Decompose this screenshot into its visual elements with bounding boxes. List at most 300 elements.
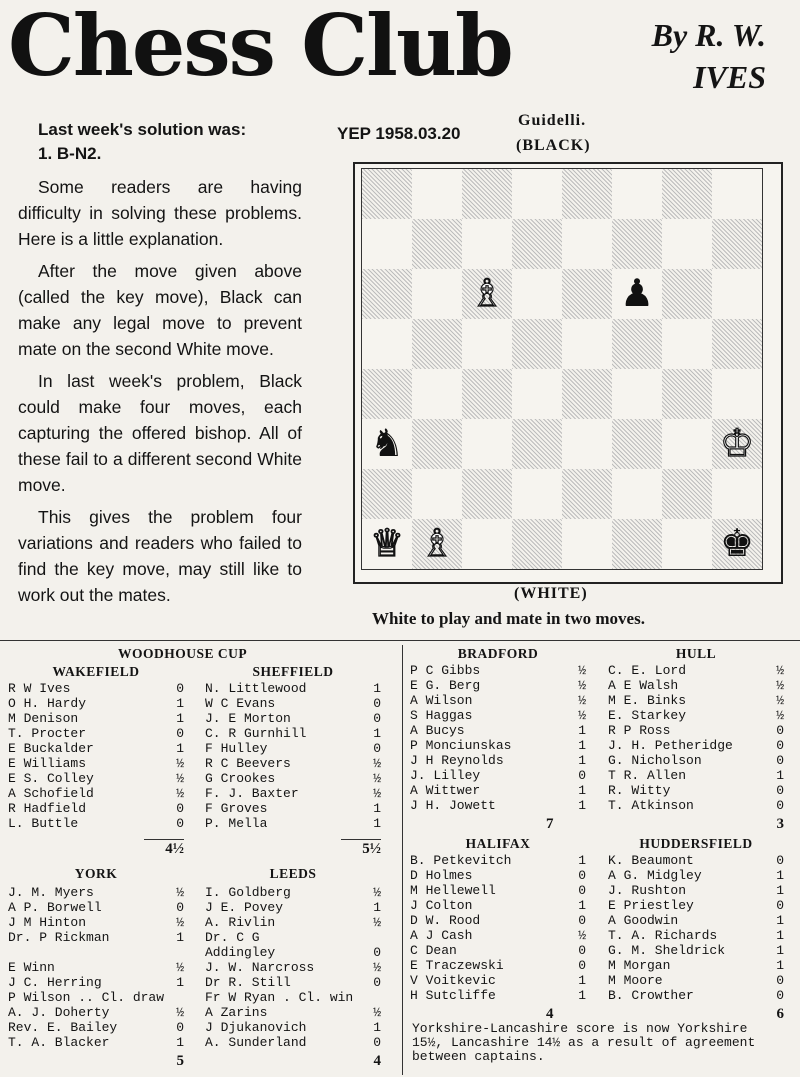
- player-name: T. Atkinson: [608, 798, 694, 813]
- player-score: ½: [176, 771, 184, 786]
- player-name: E Buckalder: [8, 741, 94, 756]
- white-bishop-icon: ♗: [419, 523, 455, 565]
- player-row: [205, 756, 381, 771]
- square-h4: [712, 369, 762, 419]
- team-name: HALIFAX: [465, 836, 531, 851]
- square-h1: [712, 519, 762, 569]
- solution-line-1: Last week's solution was:: [38, 120, 247, 139]
- player-name: E S. Colley: [8, 771, 94, 786]
- player-score: 0: [578, 768, 586, 783]
- team-total: 6: [776, 1006, 784, 1022]
- team-total: 4: [546, 1006, 554, 1022]
- player-name: M Hellewell: [410, 883, 496, 898]
- player-score: 1: [578, 753, 586, 768]
- square-c5: [462, 319, 512, 369]
- square-g7: [662, 219, 712, 269]
- team-halifax: [410, 836, 586, 1022]
- player-name: Dr. P Rickman: [8, 930, 110, 945]
- player-row: [410, 708, 586, 723]
- archive-stamp: YEP 1958.03.20: [337, 124, 461, 143]
- player-name: P Wilson .. Cl. draw: [8, 990, 165, 1005]
- player-name: F Hulley: [205, 741, 268, 756]
- square-b4: [412, 369, 462, 419]
- player-row: [608, 738, 784, 753]
- square-d7: [512, 219, 562, 269]
- prose-paragraph: After the move given above (called the key move), Black can make any legal move to prevent mate on the second White move.: [18, 261, 302, 359]
- square-e1: [562, 519, 612, 569]
- player-name: I. Goldberg: [205, 885, 291, 900]
- player-score: 0: [578, 868, 586, 883]
- composer-name: Guidelli.: [518, 112, 587, 129]
- player-row: [410, 898, 586, 913]
- team-total: 5: [176, 1053, 184, 1069]
- square-b2: [412, 469, 462, 519]
- player-score: 0: [373, 945, 381, 960]
- team-bradford: [410, 646, 586, 832]
- player-name: D W. Rood: [410, 913, 481, 928]
- player-name: P Monciunskas: [410, 738, 512, 753]
- square-d3: [512, 419, 562, 469]
- square-d4: [512, 369, 562, 419]
- player-score: 1: [776, 928, 784, 943]
- player-name: M Denison: [8, 711, 79, 726]
- player-score: 0: [373, 711, 381, 726]
- player-name: J. E Morton: [205, 711, 291, 726]
- player-score: 0: [776, 723, 784, 738]
- player-score: ½: [176, 1005, 184, 1020]
- player-score: ½: [373, 756, 381, 771]
- player-row: [608, 853, 784, 868]
- solution-line-2: 1. B-N2.: [38, 144, 102, 163]
- player-name: A. J. Doherty: [8, 1005, 110, 1020]
- black-king-icon: ♚: [719, 523, 755, 565]
- column-divider: [402, 645, 403, 1075]
- prose-paragraph: In last week's problem, Black could make four moves, each capturing the offered bishop. All of these fail to a different second White move.: [18, 371, 302, 495]
- square-b5: [412, 319, 462, 369]
- player-name: F. J. Baxter: [205, 786, 299, 801]
- square-e5: [562, 319, 612, 369]
- player-row: [608, 708, 784, 723]
- player-name: R W Ives: [8, 681, 71, 696]
- player-name: E Priestley: [608, 898, 694, 913]
- player-name: F Groves: [205, 801, 268, 816]
- player-row: [410, 883, 586, 898]
- player-name: D Holmes: [410, 868, 473, 883]
- black-pawn-icon: ♟: [619, 273, 655, 315]
- player-score: ½: [373, 786, 381, 801]
- player-row: [608, 868, 784, 883]
- player-score: 0: [176, 681, 184, 696]
- player-name: J Djukanovich: [205, 1020, 307, 1035]
- county-score-note: Yorkshire-Lancashire score is now Yorkshire 15½, Lancashire 14½ as a result of agreement between captains.: [412, 1021, 756, 1064]
- player-score: ½: [176, 915, 184, 930]
- square-a3: [362, 419, 412, 469]
- player-name: A. Sunderland: [205, 1035, 307, 1050]
- player-name: E Traczewski: [410, 958, 504, 973]
- player-row: [608, 693, 784, 708]
- player-row: [608, 663, 784, 678]
- player-name: J C. Herring: [8, 975, 102, 990]
- player-name: J. H. Petheridge: [608, 738, 733, 753]
- square-h5: [712, 319, 762, 369]
- player-score: 1: [776, 868, 784, 883]
- player-name: A. Rivlin: [205, 915, 276, 930]
- player-score: ½: [776, 663, 784, 678]
- player-score: 0: [776, 988, 784, 1003]
- player-score: ½: [373, 885, 381, 900]
- player-name: M Morgan: [608, 958, 671, 973]
- player-score: 0: [578, 913, 586, 928]
- player-score: 1: [176, 975, 184, 990]
- square-a5: [362, 319, 412, 369]
- byline: [652, 14, 766, 98]
- square-a2: [362, 469, 412, 519]
- team-leeds: [205, 866, 381, 1069]
- player-score: 0: [176, 816, 184, 831]
- player-row: [8, 786, 184, 801]
- player-row: [8, 885, 184, 900]
- player-row: [205, 771, 381, 786]
- player-row: [205, 1020, 381, 1035]
- player-score: 1: [776, 958, 784, 973]
- player-name: B. Petkevitch: [410, 853, 512, 868]
- square-a8: [362, 169, 412, 219]
- player-row: [410, 723, 586, 738]
- player-score: 0: [176, 801, 184, 816]
- square-f6: [612, 269, 662, 319]
- last-week-solution: [38, 118, 246, 166]
- masthead-title: Chess Club: [8, 0, 512, 95]
- player-score: 0: [373, 696, 381, 711]
- player-name: N. Littlewood: [205, 681, 307, 696]
- player-row: [608, 768, 784, 783]
- player-score: ½: [176, 885, 184, 900]
- player-name: A Schofield: [8, 786, 94, 801]
- player-score: 1: [578, 898, 586, 913]
- player-name: L. Buttle: [8, 816, 79, 831]
- player-score: ½: [176, 960, 184, 975]
- player-name: Dr R. Still: [205, 975, 291, 990]
- team-wakefield: [8, 664, 184, 857]
- player-score: 0: [578, 883, 586, 898]
- player-score: ½: [578, 693, 586, 708]
- team-name: HULL: [675, 646, 717, 661]
- player-row: [8, 696, 184, 711]
- player-name: J E. Povey: [205, 900, 284, 915]
- player-name: E Winn: [8, 960, 55, 975]
- player-row: [8, 960, 184, 975]
- square-h2: [712, 469, 762, 519]
- player-row: [205, 930, 381, 945]
- square-e4: [562, 369, 612, 419]
- player-score: ½: [176, 786, 184, 801]
- player-name: A Goodwin: [608, 913, 679, 928]
- prose-paragraph: Some readers are having difficulty in solving these problems. Here is a little explanation.: [18, 177, 302, 249]
- square-d1: [512, 519, 562, 569]
- player-name: C Dean: [410, 943, 457, 958]
- player-row: [410, 928, 586, 943]
- player-row: [410, 798, 586, 813]
- player-score: 0: [373, 1035, 381, 1050]
- player-row: [410, 958, 586, 973]
- player-score: 0: [373, 741, 381, 756]
- player-score: ½: [776, 678, 784, 693]
- black-label: (BLACK): [516, 137, 591, 154]
- player-name: W C Evans: [205, 696, 276, 711]
- player-score: 1: [776, 883, 784, 898]
- player-row: [8, 975, 184, 990]
- player-name: G. Nicholson: [608, 753, 702, 768]
- player-name: R C Beevers: [205, 756, 291, 771]
- player-score: 1: [176, 741, 184, 756]
- player-name: A E Walsh: [608, 678, 679, 693]
- player-name: O H. Hardy: [8, 696, 87, 711]
- player-score: 0: [176, 1020, 184, 1035]
- explanation-text: [18, 174, 302, 614]
- white-bishop-icon: ♗: [469, 273, 505, 315]
- player-row: [8, 1005, 184, 1020]
- player-row: [8, 900, 184, 915]
- player-name: A Wittwer: [410, 783, 481, 798]
- team-sheffield: [205, 664, 381, 857]
- player-score: 1: [578, 783, 586, 798]
- player-row: [8, 945, 184, 960]
- square-d8: [512, 169, 562, 219]
- square-e2: [562, 469, 612, 519]
- player-name: J Colton: [410, 898, 473, 913]
- team-total: 5½: [362, 841, 381, 857]
- team-york: [8, 866, 184, 1069]
- square-f8: [612, 169, 662, 219]
- square-b8: [412, 169, 462, 219]
- player-score: 1: [578, 798, 586, 813]
- player-score: 0: [776, 738, 784, 753]
- player-row: [8, 915, 184, 930]
- player-score: 1: [176, 711, 184, 726]
- player-score: 1: [578, 723, 586, 738]
- player-row: [8, 1035, 184, 1050]
- player-row: [205, 801, 381, 816]
- player-score: 1: [176, 930, 184, 945]
- player-row: [410, 663, 586, 678]
- player-row: [205, 726, 381, 741]
- player-score: 0: [776, 783, 784, 798]
- player-row: [608, 898, 784, 913]
- square-f7: [612, 219, 662, 269]
- player-row: [205, 696, 381, 711]
- player-row: [205, 1005, 381, 1020]
- problem-caption: White to play and mate in two moves.: [372, 609, 645, 628]
- square-c8: [462, 169, 512, 219]
- player-row: [608, 913, 784, 928]
- player-row: [608, 928, 784, 943]
- player-row: [608, 958, 784, 973]
- player-score: 1: [373, 726, 381, 741]
- player-score: 0: [373, 975, 381, 990]
- player-score: 1: [776, 768, 784, 783]
- player-name: J M Hinton: [8, 915, 87, 930]
- player-name: M Moore: [608, 973, 663, 988]
- player-row: [205, 945, 381, 960]
- player-row: [205, 975, 381, 990]
- player-score: 1: [176, 1035, 184, 1050]
- square-b6: [412, 269, 462, 319]
- player-name: S Haggas: [410, 708, 473, 723]
- square-c3: [462, 419, 512, 469]
- player-score: 1: [578, 973, 586, 988]
- square-b1: [412, 519, 462, 569]
- square-e8: [562, 169, 612, 219]
- player-score: 1: [176, 696, 184, 711]
- player-name: T. A. Blacker: [8, 1035, 110, 1050]
- player-score: 1: [776, 943, 784, 958]
- player-name: R. Witty: [608, 783, 671, 798]
- player-name: P C Gibbs: [410, 663, 481, 678]
- player-name: Dr. C G: [205, 930, 260, 945]
- player-score: ½: [578, 678, 586, 693]
- player-row: [8, 1020, 184, 1035]
- player-row: [205, 900, 381, 915]
- player-score: 1: [578, 988, 586, 1003]
- byline-line-2: IVES: [693, 59, 766, 95]
- player-score: 0: [776, 798, 784, 813]
- team-name: BRADFORD: [457, 646, 539, 661]
- square-f2: [612, 469, 662, 519]
- player-row: [608, 753, 784, 768]
- player-row: [608, 798, 784, 813]
- square-f1: [612, 519, 662, 569]
- player-name: A P. Borwell: [8, 900, 102, 915]
- player-row: [205, 990, 381, 1005]
- square-c7: [462, 219, 512, 269]
- total-rule: [341, 839, 381, 840]
- player-name: E Williams: [8, 756, 87, 771]
- player-name: T. A. Richards: [608, 928, 718, 943]
- player-name: V Voitkevic: [410, 973, 496, 988]
- player-row: [608, 988, 784, 1003]
- player-name: G Crookes: [205, 771, 276, 786]
- player-score: 0: [578, 958, 586, 973]
- square-a4: [362, 369, 412, 419]
- player-score: 1: [373, 1020, 381, 1035]
- square-g2: [662, 469, 712, 519]
- player-row: [8, 741, 184, 756]
- player-name: H Sutcliffe: [410, 988, 496, 1003]
- white-queen-icon: ♕: [369, 523, 405, 565]
- player-row: [205, 786, 381, 801]
- player-name: Fr W Ryan . Cl. win: [205, 990, 354, 1005]
- player-score: 1: [578, 853, 586, 868]
- player-score: 0: [776, 973, 784, 988]
- player-row: [410, 783, 586, 798]
- player-name: E G. Berg: [410, 678, 481, 693]
- player-score: 0: [776, 753, 784, 768]
- player-name: J. W. Narcross: [205, 960, 315, 975]
- player-name: A Wilson: [410, 693, 473, 708]
- player-row: [8, 711, 184, 726]
- team-total: 4½: [165, 841, 184, 857]
- team-name: HUDDERSFIELD: [639, 836, 753, 851]
- player-score: 1: [578, 738, 586, 753]
- player-name: A Bucys: [410, 723, 465, 738]
- square-c1: [462, 519, 512, 569]
- byline-line-1: By R. W.: [651, 17, 766, 53]
- square-c6: [462, 269, 512, 319]
- square-g4: [662, 369, 712, 419]
- white-label: (WHITE): [514, 585, 588, 602]
- square-c2: [462, 469, 512, 519]
- player-name: A J Cash: [410, 928, 473, 943]
- square-d5: [512, 319, 562, 369]
- player-score: ½: [373, 960, 381, 975]
- player-name: J H. Jowett: [410, 798, 496, 813]
- player-name: R Hadfield: [8, 801, 87, 816]
- player-score: ½: [776, 708, 784, 723]
- square-e7: [562, 219, 612, 269]
- player-name: P. Mella: [205, 816, 268, 831]
- player-name: M E. Binks: [608, 693, 687, 708]
- prose-paragraph: This gives the problem four variations and readers who failed to find the key move, may still like to work out the mates.: [18, 507, 302, 605]
- player-score: 0: [776, 898, 784, 913]
- player-row: [608, 783, 784, 798]
- player-name: K. Beaumont: [608, 853, 694, 868]
- player-score: ½: [578, 928, 586, 943]
- chess-diagram: [353, 162, 783, 584]
- player-score: 1: [373, 801, 381, 816]
- player-score: ½: [578, 708, 586, 723]
- player-score: ½: [373, 915, 381, 930]
- player-score: 1: [373, 816, 381, 831]
- player-score: 1: [776, 913, 784, 928]
- player-score: ½: [373, 1005, 381, 1020]
- square-d2: [512, 469, 562, 519]
- player-row: [8, 990, 184, 1005]
- player-row: [8, 726, 184, 741]
- player-row: [205, 711, 381, 726]
- team-total: 7: [546, 816, 554, 832]
- player-row: [608, 973, 784, 988]
- square-g3: [662, 419, 712, 469]
- square-g8: [662, 169, 712, 219]
- square-g1: [662, 519, 712, 569]
- player-name: T R. Allen: [608, 768, 687, 783]
- player-row: [8, 801, 184, 816]
- player-score: ½: [578, 663, 586, 678]
- player-row: [608, 943, 784, 958]
- divider: [0, 640, 800, 641]
- player-row: [8, 681, 184, 696]
- player-score: ½: [776, 693, 784, 708]
- total-rule: [144, 839, 184, 840]
- player-score: ½: [176, 756, 184, 771]
- player-row: [410, 753, 586, 768]
- square-b7: [412, 219, 462, 269]
- player-row: [410, 768, 586, 783]
- black-knight-icon: ♞: [369, 423, 405, 465]
- player-row: [8, 816, 184, 831]
- player-score: 0: [776, 853, 784, 868]
- player-score: 0: [176, 900, 184, 915]
- white-king-icon: ♔: [719, 423, 755, 465]
- player-row: [205, 741, 381, 756]
- square-e3: [562, 419, 612, 469]
- player-name: A G. Midgley: [608, 868, 702, 883]
- team-name: SHEFFIELD: [252, 664, 334, 679]
- player-row: [205, 885, 381, 900]
- player-row: [410, 678, 586, 693]
- team-total: 4: [373, 1053, 381, 1069]
- player-row: [410, 868, 586, 883]
